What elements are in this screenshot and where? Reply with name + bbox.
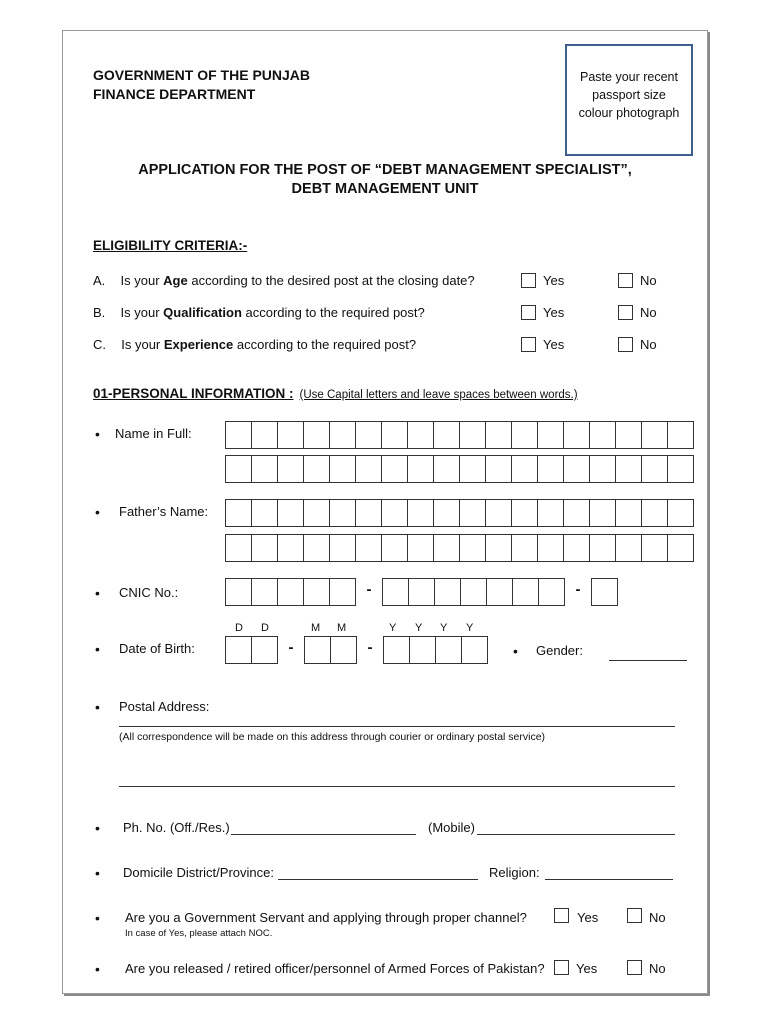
checkbox-label-yes: Yes xyxy=(543,337,565,352)
form-title: APPLICATION FOR THE POST OF “DEBT MANAGEMENT SPECIALIST”, xyxy=(138,162,632,178)
char-box[interactable] xyxy=(592,579,618,605)
bullet: • xyxy=(95,865,100,881)
char-box[interactable] xyxy=(590,456,616,482)
char-box[interactable] xyxy=(330,579,356,605)
checkbox-label-no: No xyxy=(640,337,657,352)
dob-hint-year: Y xyxy=(466,622,474,634)
char-box[interactable] xyxy=(382,535,408,561)
char-box[interactable] xyxy=(460,535,486,561)
personal-info-note: (Use Capital letters and leave spaces between words.) xyxy=(299,389,578,401)
char-box[interactable] xyxy=(460,422,486,448)
dob-grid[interactable] xyxy=(225,636,488,664)
char-box[interactable] xyxy=(668,535,694,561)
dob-hint-month: M xyxy=(311,622,321,634)
char-box[interactable] xyxy=(409,579,435,605)
char-box[interactable] xyxy=(564,500,590,526)
char-box[interactable] xyxy=(487,579,513,605)
gender-field[interactable] xyxy=(609,660,687,661)
cnic-dash: - xyxy=(366,581,372,598)
dob-year-cells[interactable] xyxy=(383,636,488,664)
checkbox-label-no: No xyxy=(640,305,657,320)
char-box[interactable] xyxy=(226,500,252,526)
char-box[interactable] xyxy=(436,637,462,663)
char-box[interactable] xyxy=(486,500,512,526)
char-box[interactable] xyxy=(538,422,564,448)
char-box[interactable] xyxy=(226,422,252,448)
char-box[interactable] xyxy=(642,422,668,448)
char-box[interactable] xyxy=(304,500,330,526)
photo-box-line: passport size xyxy=(592,88,666,102)
cnic-part-3[interactable] xyxy=(591,578,618,606)
eligibility-question-experience: C. Is your Experience according to the required post? xyxy=(93,337,417,352)
char-box[interactable] xyxy=(434,500,460,526)
char-box[interactable] xyxy=(513,579,539,605)
char-box[interactable] xyxy=(408,456,434,482)
govt-servant-note: In case of Yes, please attach NOC. xyxy=(125,928,273,939)
char-box[interactable] xyxy=(331,637,357,663)
photo-box-line: colour photograph xyxy=(578,106,680,120)
name-grid-row-1[interactable] xyxy=(225,421,694,449)
photo-box[interactable] xyxy=(565,44,693,156)
char-box[interactable] xyxy=(590,500,616,526)
char-box[interactable] xyxy=(356,456,382,482)
char-box[interactable] xyxy=(226,637,252,663)
char-box[interactable] xyxy=(616,422,642,448)
dob-hint-day: D xyxy=(261,622,269,634)
char-box[interactable] xyxy=(538,500,564,526)
char-box[interactable] xyxy=(668,456,694,482)
char-box[interactable] xyxy=(616,456,642,482)
checkbox-label-yes: Yes xyxy=(576,961,598,976)
char-box[interactable] xyxy=(278,535,304,561)
bullet: • xyxy=(95,585,100,601)
bullet: • xyxy=(95,504,100,520)
mobile-label: (Mobile) xyxy=(428,820,475,835)
govt-servant-question: Are you a Government Servant and applying through proper channel? xyxy=(125,910,527,925)
char-box[interactable] xyxy=(590,422,616,448)
char-box[interactable] xyxy=(383,579,409,605)
char-box[interactable] xyxy=(356,535,382,561)
char-box[interactable] xyxy=(564,456,590,482)
char-box[interactable] xyxy=(512,500,538,526)
char-box[interactable] xyxy=(668,422,694,448)
phone-label: Ph. No. (Off./Res.) xyxy=(123,820,230,835)
dob-hint-month: M xyxy=(337,622,347,634)
char-box[interactable] xyxy=(461,579,487,605)
char-box[interactable] xyxy=(356,422,382,448)
char-box[interactable] xyxy=(252,637,278,663)
qualification-no-checkbox[interactable] xyxy=(618,305,633,320)
father-name-grid-row-2[interactable] xyxy=(225,534,694,562)
postal-address-line-2[interactable] xyxy=(119,786,675,787)
char-box[interactable] xyxy=(434,456,460,482)
char-box[interactable] xyxy=(252,579,278,605)
char-box[interactable] xyxy=(539,579,565,605)
char-box[interactable] xyxy=(462,637,488,663)
form-subtitle: DEBT MANAGEMENT UNIT xyxy=(291,181,479,197)
char-box[interactable] xyxy=(408,535,434,561)
eligibility-heading: ELIGIBILITY CRITERIA:- xyxy=(93,238,248,253)
char-box[interactable] xyxy=(226,456,252,482)
dob-month-cells[interactable] xyxy=(304,636,357,664)
cnic-grid[interactable] xyxy=(225,578,618,606)
char-box[interactable] xyxy=(330,535,356,561)
armed-forces-no-checkbox[interactable] xyxy=(627,960,642,975)
government-heading: GOVERNMENT OF THE PUNJAB xyxy=(93,67,311,83)
char-box[interactable] xyxy=(668,500,694,526)
bullet: • xyxy=(95,910,100,926)
char-box[interactable] xyxy=(410,637,436,663)
char-box[interactable] xyxy=(278,422,304,448)
bullet: • xyxy=(513,643,518,659)
char-box[interactable] xyxy=(435,579,461,605)
postal-address-note: (All correspondence will be made on this address through courier or ordinary postal service) xyxy=(119,731,546,743)
char-box[interactable] xyxy=(382,500,408,526)
age-yes-checkbox[interactable] xyxy=(521,273,536,288)
char-box[interactable] xyxy=(512,535,538,561)
form-page xyxy=(62,30,708,994)
dob-hint-day: D xyxy=(235,622,243,634)
gender-label: Gender: xyxy=(536,643,583,658)
dob-label: Date of Birth: xyxy=(119,641,195,656)
char-box[interactable] xyxy=(408,500,434,526)
religion-field[interactable] xyxy=(545,879,673,880)
char-box[interactable] xyxy=(252,456,278,482)
father-name-grid-row-1[interactable] xyxy=(225,499,694,527)
armed-forces-question: Are you released / retired officer/personnel of Armed Forces of Pakistan? xyxy=(125,961,545,976)
checkbox-label-no: No xyxy=(649,961,666,976)
checkbox-label-no: No xyxy=(649,910,666,925)
personal-info-heading: 01-PERSONAL INFORMATION : (Use Capital letters and leave spaces between words.) xyxy=(93,386,578,401)
char-box[interactable] xyxy=(356,500,382,526)
char-box[interactable] xyxy=(408,422,434,448)
checkbox-label-yes: Yes xyxy=(543,305,565,320)
char-box[interactable] xyxy=(564,535,590,561)
char-box[interactable] xyxy=(538,456,564,482)
char-box[interactable] xyxy=(382,422,408,448)
char-box[interactable] xyxy=(616,500,642,526)
phone-field[interactable] xyxy=(231,834,416,835)
char-box[interactable] xyxy=(460,500,486,526)
char-box[interactable] xyxy=(486,535,512,561)
dob-dash: - xyxy=(288,639,294,656)
char-box[interactable] xyxy=(330,422,356,448)
cnic-label: CNIC No.: xyxy=(119,585,179,600)
cnic-part-1[interactable] xyxy=(225,578,356,606)
char-box[interactable] xyxy=(642,535,668,561)
char-box[interactable] xyxy=(305,637,331,663)
char-box[interactable] xyxy=(616,535,642,561)
dob-hint-year: Y xyxy=(440,622,448,634)
bullet: • xyxy=(95,641,100,657)
char-box[interactable] xyxy=(564,422,590,448)
dob-dash: - xyxy=(367,639,373,656)
age-no-checkbox[interactable] xyxy=(618,273,633,288)
char-box[interactable] xyxy=(434,422,460,448)
char-box[interactable] xyxy=(434,535,460,561)
char-box[interactable] xyxy=(590,535,616,561)
bullet: • xyxy=(95,699,100,715)
mobile-field[interactable] xyxy=(477,834,675,835)
domicile-label: Domicile District/Province: xyxy=(123,865,274,880)
char-box[interactable] xyxy=(512,456,538,482)
char-box[interactable] xyxy=(486,456,512,482)
postal-address-line-1[interactable] xyxy=(119,726,675,727)
domicile-field[interactable] xyxy=(278,879,478,880)
father-name-label: Father’s Name: xyxy=(119,504,209,519)
dob-hint-year: Y xyxy=(389,622,397,634)
dob-day-cells[interactable] xyxy=(225,636,278,664)
char-box[interactable] xyxy=(330,500,356,526)
religion-label: Religion: xyxy=(489,865,540,880)
char-box[interactable] xyxy=(486,422,512,448)
char-box[interactable] xyxy=(304,456,330,482)
char-box[interactable] xyxy=(512,422,538,448)
govt-servant-yes-checkbox[interactable] xyxy=(554,908,569,923)
bullet: • xyxy=(95,961,100,977)
checkbox-label-yes: Yes xyxy=(543,273,565,288)
char-box[interactable] xyxy=(330,456,356,482)
char-box[interactable] xyxy=(252,422,278,448)
char-box[interactable] xyxy=(304,535,330,561)
armed-forces-yes-checkbox[interactable] xyxy=(554,960,569,975)
char-box[interactable] xyxy=(278,456,304,482)
char-box[interactable] xyxy=(382,456,408,482)
eligibility-question-age: A. Is your Age according to the desired post at the closing date? xyxy=(93,273,475,288)
char-box[interactable] xyxy=(304,422,330,448)
experience-no-checkbox[interactable] xyxy=(618,337,633,352)
checkbox-label-yes: Yes xyxy=(577,910,599,925)
char-box[interactable] xyxy=(252,500,278,526)
char-box[interactable] xyxy=(460,456,486,482)
char-box[interactable] xyxy=(252,535,278,561)
name-grid-row-2[interactable] xyxy=(225,455,694,483)
govt-servant-no-checkbox[interactable] xyxy=(627,908,642,923)
cnic-part-2[interactable] xyxy=(382,578,565,606)
char-box[interactable] xyxy=(384,637,410,663)
postal-address-label: Postal Address: xyxy=(119,699,210,714)
eligibility-question-qualification: B. Is your Qualification according to the required post? xyxy=(93,305,425,320)
char-box[interactable] xyxy=(642,456,668,482)
qualification-yes-checkbox[interactable] xyxy=(521,305,536,320)
photo-box-line: Paste your recent xyxy=(580,70,678,84)
department-heading: FINANCE DEPARTMENT xyxy=(93,86,256,102)
char-box[interactable] xyxy=(278,579,304,605)
bullet: • xyxy=(95,820,100,836)
char-box[interactable] xyxy=(538,535,564,561)
char-box[interactable] xyxy=(642,500,668,526)
experience-yes-checkbox[interactable] xyxy=(521,337,536,352)
dob-hint-year: Y xyxy=(415,622,423,634)
bullet: • xyxy=(95,426,100,442)
checkbox-label-no: No xyxy=(640,273,657,288)
cnic-dash: - xyxy=(575,581,581,598)
char-box[interactable] xyxy=(226,535,252,561)
char-box[interactable] xyxy=(278,500,304,526)
char-box[interactable] xyxy=(226,579,252,605)
char-box[interactable] xyxy=(304,579,330,605)
name-label: Name in Full: xyxy=(115,426,192,441)
